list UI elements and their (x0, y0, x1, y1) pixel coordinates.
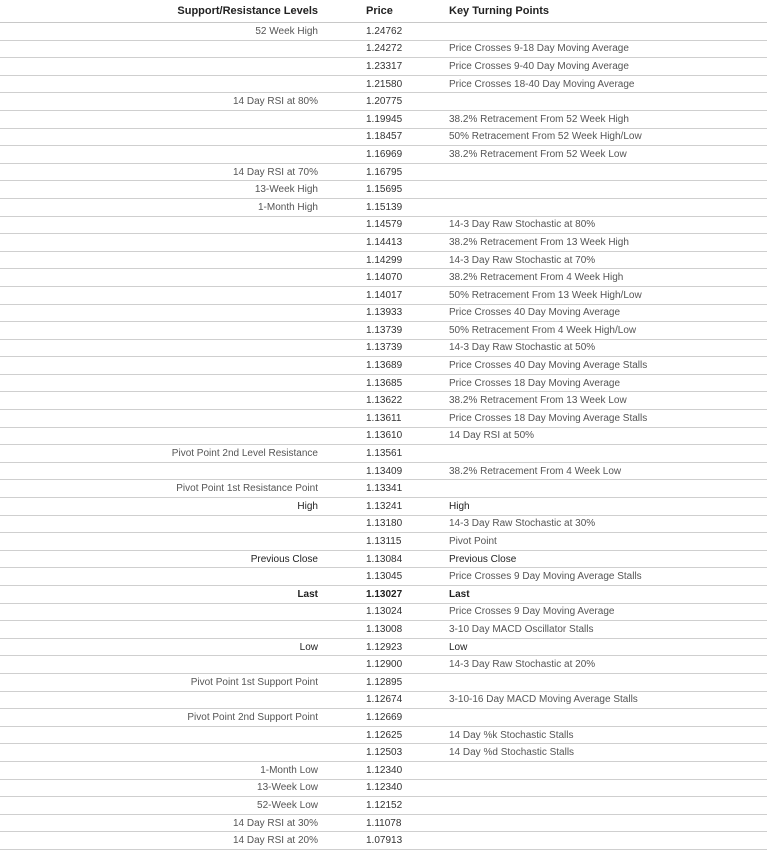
turning-point-cell (442, 181, 767, 199)
table-row (0, 322, 767, 340)
level-cell (0, 374, 324, 392)
level-cell: 14 Day RSI at 30% (0, 814, 324, 832)
table-row (0, 832, 767, 850)
level-cell: Last (0, 586, 324, 604)
price-cell: 1.12900 (324, 656, 442, 674)
turning-point-cell (442, 198, 767, 216)
turning-point-cell: 14-3 Day Raw Stochastic at 50% (442, 339, 767, 357)
price-cell: 1.07913 (324, 832, 442, 850)
table-row (0, 709, 767, 727)
turning-point-cell: 14-3 Day Raw Stochastic at 70% (442, 251, 767, 269)
table-row (0, 779, 767, 797)
table-row (0, 586, 767, 604)
price-cell: 1.13611 (324, 410, 442, 428)
table-row (0, 75, 767, 93)
table-row (0, 515, 767, 533)
turning-point-cell: Price Crosses 18 Day Moving Average Stalls (442, 410, 767, 428)
price-cell: 1.12340 (324, 761, 442, 779)
level-cell: Pivot Point 1st Resistance Point (0, 480, 324, 498)
table-row (0, 462, 767, 480)
level-cell: 52 Week High (0, 23, 324, 41)
table-row (0, 58, 767, 76)
turning-point-cell: 14 Day RSI at 50% (442, 427, 767, 445)
level-cell (0, 216, 324, 234)
table-row (0, 339, 767, 357)
price-cell: 1.13933 (324, 304, 442, 322)
turning-point-cell: Price Crosses 40 Day Moving Average (442, 304, 767, 322)
turning-point-cell: High (442, 498, 767, 516)
price-cell: 1.13341 (324, 480, 442, 498)
level-cell (0, 621, 324, 639)
level-cell (0, 75, 324, 93)
level-cell: 14 Day RSI at 20% (0, 832, 324, 850)
table-row (0, 761, 767, 779)
price-cell: 1.13241 (324, 498, 442, 516)
turning-point-cell: 14-3 Day Raw Stochastic at 20% (442, 656, 767, 674)
turning-point-cell (442, 445, 767, 463)
table-header (0, 0, 767, 23)
turning-point-cell: 50% Retracement From 13 Week High/Low (442, 286, 767, 304)
turning-point-cell (442, 797, 767, 815)
table-row (0, 216, 767, 234)
turning-point-cell (442, 832, 767, 850)
turning-point-cell: 38.2% Retracement From 13 Week Low (442, 392, 767, 410)
table-row (0, 445, 767, 463)
turning-point-cell: Pivot Point (442, 533, 767, 551)
turning-point-cell: 3-10 Day MACD Oscillator Stalls (442, 621, 767, 639)
level-cell (0, 603, 324, 621)
table-row (0, 163, 767, 181)
turning-point-cell: 14 Day %k Stochastic Stalls (442, 726, 767, 744)
level-cell (0, 656, 324, 674)
turning-point-cell: 38.2% Retracement From 4 Week Low (442, 462, 767, 480)
table-row (0, 286, 767, 304)
turning-point-cell: Low (442, 638, 767, 656)
price-cell: 1.11078 (324, 814, 442, 832)
turning-point-cell (442, 761, 767, 779)
price-cell: 1.13115 (324, 533, 442, 551)
table-row (0, 110, 767, 128)
level-cell: Pivot Point 2nd Level Resistance (0, 445, 324, 463)
price-cell: 1.23317 (324, 58, 442, 76)
turning-point-cell: Previous Close (442, 550, 767, 568)
table-row (0, 304, 767, 322)
table-row (0, 269, 767, 287)
level-cell (0, 462, 324, 480)
table-row (0, 392, 767, 410)
table-row (0, 374, 767, 392)
price-cell: 1.12340 (324, 779, 442, 797)
turning-point-cell: 14 Day %d Stochastic Stalls (442, 744, 767, 762)
turning-point-cell: Price Crosses 9 Day Moving Average Stalls (442, 568, 767, 586)
level-cell (0, 515, 324, 533)
turning-point-cell: 38.2% Retracement From 52 Week Low (442, 146, 767, 164)
table-row (0, 93, 767, 111)
price-cell: 1.13180 (324, 515, 442, 533)
table-row (0, 638, 767, 656)
price-cell: 1.12895 (324, 673, 442, 691)
price-cell: 1.14579 (324, 216, 442, 234)
price-cell: 1.13689 (324, 357, 442, 375)
level-cell (0, 234, 324, 252)
turning-point-cell: 50% Retracement From 52 Week High/Low (442, 128, 767, 146)
level-cell (0, 286, 324, 304)
level-cell (0, 128, 324, 146)
table-row (0, 234, 767, 252)
turning-point-cell: 50% Retracement From 4 Week High/Low (442, 322, 767, 340)
turning-point-cell: 3-10-16 Day MACD Moving Average Stalls (442, 691, 767, 709)
level-cell: Previous Close (0, 550, 324, 568)
price-cell: 1.14299 (324, 251, 442, 269)
turning-point-cell: 38.2% Retracement From 52 Week High (442, 110, 767, 128)
header-levels: Support/Resistance Levels (0, 0, 324, 23)
price-cell: 1.24762 (324, 23, 442, 41)
level-cell (0, 304, 324, 322)
table-row (0, 128, 767, 146)
price-cell: 1.16795 (324, 163, 442, 181)
level-cell (0, 568, 324, 586)
level-cell (0, 744, 324, 762)
price-cell: 1.13008 (324, 621, 442, 639)
table-row (0, 23, 767, 41)
level-cell: 14 Day RSI at 80% (0, 93, 324, 111)
level-cell: High (0, 498, 324, 516)
price-cell: 1.21580 (324, 75, 442, 93)
table-row (0, 673, 767, 691)
turning-point-cell (442, 93, 767, 111)
price-cell: 1.18457 (324, 128, 442, 146)
price-cell: 1.13027 (324, 586, 442, 604)
price-cell: 1.13739 (324, 339, 442, 357)
price-cell: 1.14070 (324, 269, 442, 287)
price-cell: 1.19945 (324, 110, 442, 128)
level-cell: Pivot Point 2nd Support Point (0, 709, 324, 727)
price-cell: 1.13045 (324, 568, 442, 586)
table-row (0, 550, 767, 568)
level-cell (0, 40, 324, 58)
price-cell: 1.12923 (324, 638, 442, 656)
price-cell: 1.13610 (324, 427, 442, 445)
price-cell: 1.12503 (324, 744, 442, 762)
table-row (0, 181, 767, 199)
level-cell: 13-Week High (0, 181, 324, 199)
turning-point-cell: Price Crosses 18 Day Moving Average (442, 374, 767, 392)
table-row (0, 498, 767, 516)
turning-point-cell (442, 673, 767, 691)
table-row (0, 621, 767, 639)
turning-point-cell: Price Crosses 9-40 Day Moving Average (442, 58, 767, 76)
price-cell: 1.15139 (324, 198, 442, 216)
level-cell (0, 357, 324, 375)
level-cell (0, 410, 324, 428)
turning-point-cell (442, 709, 767, 727)
turning-point-cell: 14-3 Day Raw Stochastic at 30% (442, 515, 767, 533)
level-cell (0, 251, 324, 269)
header-price: Price (324, 0, 442, 23)
price-cell: 1.13561 (324, 445, 442, 463)
table-row (0, 533, 767, 551)
table-row (0, 814, 767, 832)
price-cell: 1.13024 (324, 603, 442, 621)
level-cell (0, 322, 324, 340)
level-cell (0, 392, 324, 410)
table-row (0, 357, 767, 375)
price-cell: 1.12669 (324, 709, 442, 727)
turning-point-cell (442, 480, 767, 498)
price-cell: 1.15695 (324, 181, 442, 199)
level-cell (0, 339, 324, 357)
price-cell: 1.24272 (324, 40, 442, 58)
level-cell: 52-Week Low (0, 797, 324, 815)
level-cell (0, 269, 324, 287)
level-cell: 13-Week Low (0, 779, 324, 797)
table-row (0, 603, 767, 621)
header-points: Key Turning Points (442, 0, 767, 23)
level-cell (0, 691, 324, 709)
level-cell (0, 427, 324, 445)
table-row (0, 744, 767, 762)
turning-point-cell: 14-3 Day Raw Stochastic at 80% (442, 216, 767, 234)
level-cell: Pivot Point 1st Support Point (0, 673, 324, 691)
table-row (0, 797, 767, 815)
table-row (0, 410, 767, 428)
header-row (0, 0, 767, 23)
table-row (0, 40, 767, 58)
turning-point-cell (442, 814, 767, 832)
turning-point-cell (442, 163, 767, 181)
table-row (0, 146, 767, 164)
price-cell: 1.12152 (324, 797, 442, 815)
turning-point-cell: Last (442, 586, 767, 604)
price-cell: 1.13409 (324, 462, 442, 480)
level-cell: 1-Month Low (0, 761, 324, 779)
price-cell: 1.13084 (324, 550, 442, 568)
table-row (0, 691, 767, 709)
price-cell: 1.20775 (324, 93, 442, 111)
table-body (0, 23, 767, 850)
turning-point-cell: 38.2% Retracement From 4 Week High (442, 269, 767, 287)
price-cell: 1.12625 (324, 726, 442, 744)
table-row (0, 198, 767, 216)
price-cell: 1.12674 (324, 691, 442, 709)
table-row (0, 427, 767, 445)
table-row (0, 251, 767, 269)
turning-point-cell (442, 23, 767, 41)
price-cell: 1.14017 (324, 286, 442, 304)
level-cell: 1-Month High (0, 198, 324, 216)
turning-point-cell: Price Crosses 18-40 Day Moving Average (442, 75, 767, 93)
level-cell: 14 Day RSI at 70% (0, 163, 324, 181)
turning-point-cell: Price Crosses 40 Day Moving Average Stalls (442, 357, 767, 375)
level-cell (0, 726, 324, 744)
turning-point-cell: Price Crosses 9 Day Moving Average (442, 603, 767, 621)
turning-point-cell: Price Crosses 9-18 Day Moving Average (442, 40, 767, 58)
price-cell: 1.13622 (324, 392, 442, 410)
table-row (0, 568, 767, 586)
level-cell (0, 110, 324, 128)
level-cell (0, 58, 324, 76)
price-cell: 1.14413 (324, 234, 442, 252)
price-cell: 1.13685 (324, 374, 442, 392)
table-row (0, 480, 767, 498)
level-cell: Low (0, 638, 324, 656)
table-row (0, 726, 767, 744)
level-cell (0, 533, 324, 551)
price-cell: 1.13739 (324, 322, 442, 340)
level-cell (0, 146, 324, 164)
table-row (0, 656, 767, 674)
turning-point-cell (442, 779, 767, 797)
turning-point-cell: 38.2% Retracement From 13 Week High (442, 234, 767, 252)
price-cell: 1.16969 (324, 146, 442, 164)
